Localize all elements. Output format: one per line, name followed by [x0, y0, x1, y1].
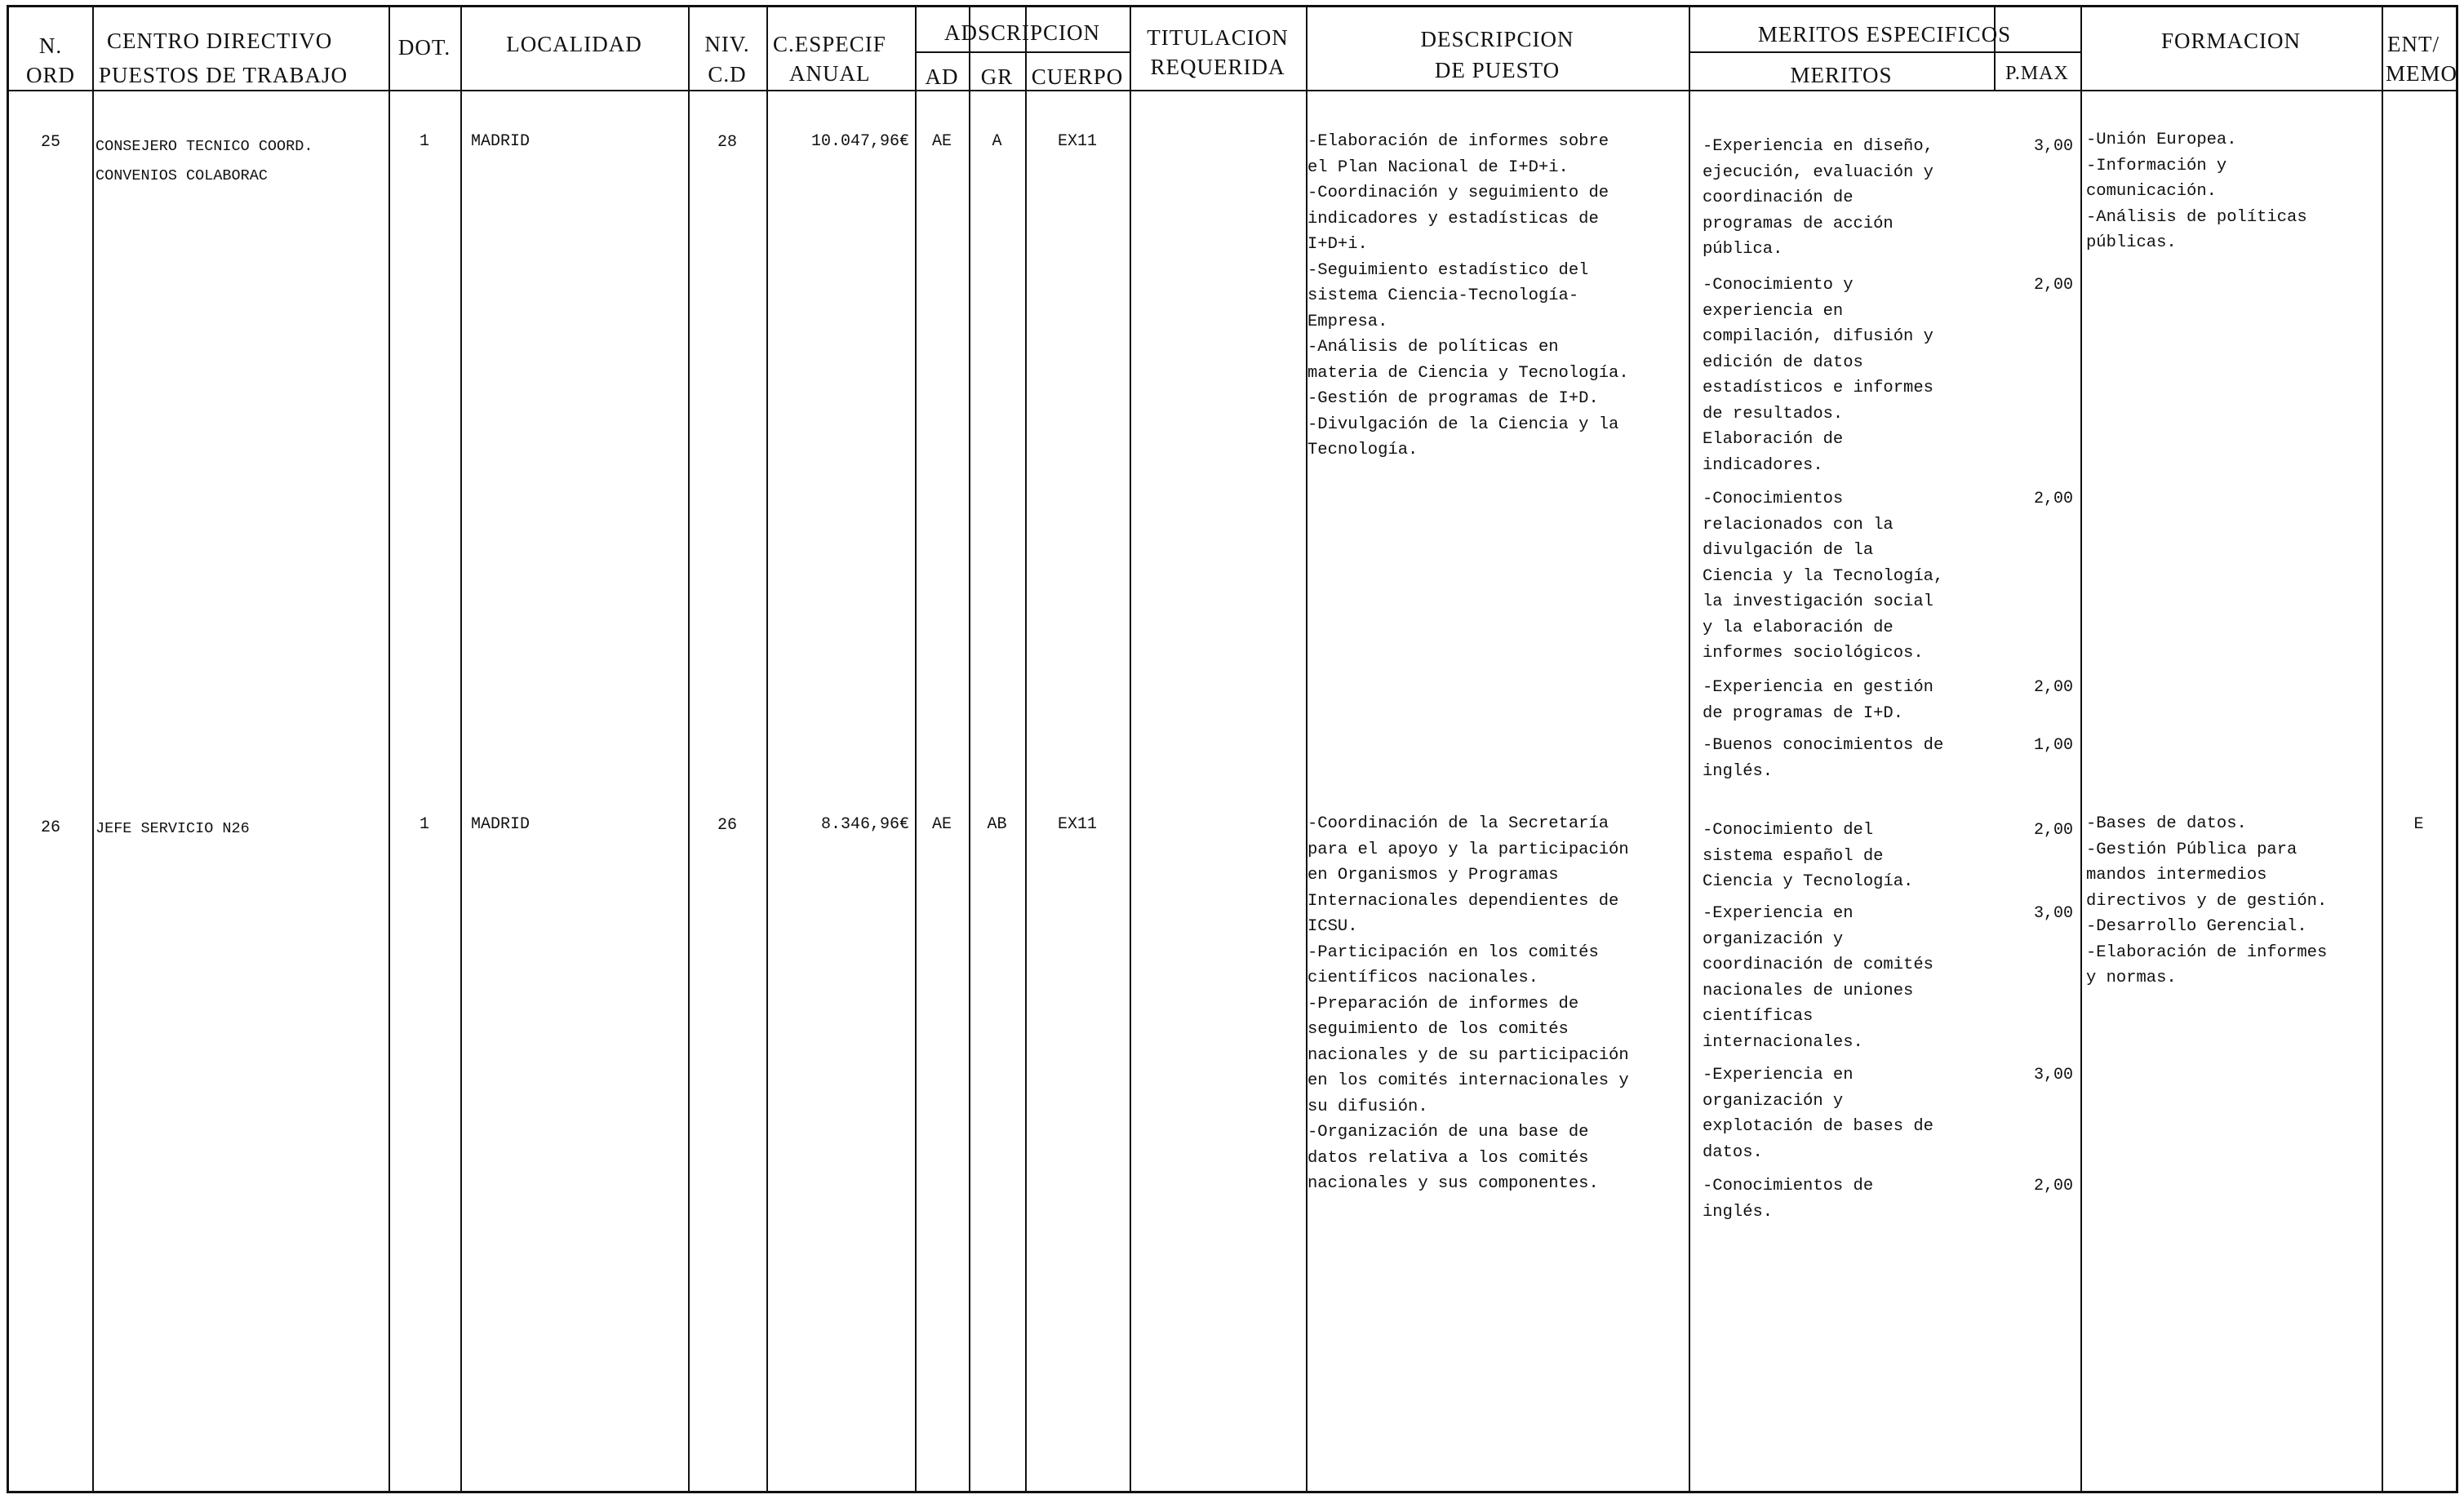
header-requerida: REQUERIDA — [1150, 55, 1285, 79]
formacion-line: directivos y de gestión. — [2086, 891, 2328, 911]
row-26-puesto — [95, 816, 250, 842]
merito-line: ejecución, evaluación y — [1703, 162, 1933, 182]
header-pmax: P.MAX — [2005, 63, 2069, 84]
col-divider — [460, 7, 462, 1491]
row-26-formacion — [2086, 811, 2327, 991]
merito-item — [1703, 1062, 1933, 1165]
row-25-ad: AE — [931, 132, 952, 151]
merito-line: la investigación social — [1703, 592, 1933, 611]
row-26-descripcion — [1307, 811, 1629, 1197]
merito-line: -Experiencia en diseño, — [1703, 137, 1933, 156]
formacion-line: -Información y — [2086, 156, 2227, 175]
header-meritos-especificos: MERITOS ESPECIFICOS — [1757, 22, 2012, 47]
row-25-descripcion — [1307, 129, 1629, 463]
header-dot: DOT. — [397, 35, 451, 60]
descripcion-line: ICSU. — [1307, 917, 1358, 936]
merito-line: -Conocimiento y — [1703, 276, 1854, 295]
merito-line: pública. — [1703, 240, 1783, 259]
merito-pmax: 2,00 — [2033, 678, 2073, 697]
merito-line: -Buenos conocimientos de — [1703, 736, 1944, 755]
descripcion-line: el Plan Nacional de I+D+i. — [1307, 157, 1569, 177]
merito-line: coordinación de comités — [1703, 956, 1933, 974]
merito-item — [1703, 273, 1933, 478]
merito-line: divulgación de la — [1703, 541, 1874, 560]
merito-item — [1703, 733, 1943, 784]
merito-line: -Experiencia en — [1703, 1066, 1854, 1084]
descripcion-line: -Divulgación de la Ciencia y la — [1307, 415, 1619, 434]
row-25-dot: 1 — [419, 132, 429, 151]
header-ent: ENT/ — [2387, 32, 2440, 56]
formacion-line: -Elaboración de informes — [2086, 942, 2328, 962]
puesto-line: JEFE SERVICIO N26 — [95, 820, 250, 837]
merito-item — [1703, 134, 1933, 263]
formacion-line: -Análisis de políticas — [2086, 207, 2307, 227]
col-divider — [1130, 7, 1131, 1491]
header-anual: ANUAL — [789, 61, 871, 86]
formacion-line: y normas. — [2086, 969, 2177, 987]
merito-line: indicadores. — [1703, 455, 1823, 475]
header-ad: AD — [925, 64, 959, 89]
merito-item — [1703, 818, 1913, 895]
descripcion-line: -Preparación de informes de — [1307, 994, 1579, 1013]
merito-line: informes sociológicos. — [1703, 644, 1924, 663]
row-26-cuerpo: EX11 — [1057, 815, 1097, 834]
merito-line: -Conocimientos de — [1703, 1177, 1874, 1195]
descripcion-line: -Participación en los comités — [1307, 942, 1599, 962]
row-25-nivel: 28 — [717, 133, 737, 152]
header-bottom-rule — [9, 90, 2456, 91]
merito-line: inglés. — [1703, 761, 1774, 781]
descripcion-line: datos relativa a los comités — [1307, 1148, 1589, 1168]
descripcion-line: sistema Ciencia-Tecnología- — [1307, 286, 1579, 305]
descripcion-line: en los comités internacionales y — [1307, 1071, 1629, 1090]
header-descripcion: DESCRIPCION — [1420, 27, 1574, 51]
merito-line: internacionales. — [1703, 1032, 1863, 1052]
header-gr: GR — [980, 64, 1014, 89]
row-26-c-especif: 8.346,96€ — [820, 815, 909, 834]
merito-pmax: 2,00 — [2033, 490, 2073, 508]
merito-pmax: 1,00 — [2033, 736, 2073, 755]
merito-pmax: 2,00 — [2033, 276, 2073, 295]
descripcion-line: -Análisis de políticas en — [1307, 338, 1559, 357]
merito-line: datos. — [1703, 1142, 1763, 1162]
formacion-line: mandos intermedios — [2086, 866, 2267, 885]
descripcion-line: materia de Ciencia y Tecnología. — [1307, 363, 1629, 383]
descripcion-line: en Organismos y Programas — [1307, 866, 1559, 885]
merito-line: explotación de bases de — [1703, 1117, 1933, 1136]
descripcion-line: para el apoyo y la participación — [1307, 840, 1629, 859]
descripcion-line: -Elaboración de informes sobre — [1307, 132, 1609, 151]
row-25-n-ord: 25 — [40, 133, 60, 152]
header-ord: ORD — [25, 63, 75, 87]
descripcion-line: Internacionales dependientes de — [1307, 891, 1619, 911]
row-25-c-especif: 10.047,96€ — [810, 132, 909, 151]
puesto-line: CONVENIOS COLABORAC — [95, 167, 268, 184]
merito-line: nacionales de uniones — [1703, 981, 1914, 1000]
merito-line: Ciencia y la Tecnología, — [1703, 566, 1944, 586]
merito-item — [1703, 1173, 1873, 1225]
header-memo: MEMO — [2386, 61, 2458, 86]
row-25-localidad: MADRID — [471, 132, 531, 151]
merito-line: inglés. — [1703, 1202, 1774, 1222]
header-cuerpo: CUERPO — [1031, 64, 1124, 89]
job-listing-table — [7, 5, 2458, 1493]
header-formacion: FORMACION — [2160, 29, 2302, 53]
merito-line: programas de acción — [1703, 214, 1894, 233]
descripcion-line: -Coordinación y seguimiento de — [1307, 184, 1609, 202]
col-divider — [969, 7, 970, 1491]
descripcion-line: -Seguimiento estadístico del — [1307, 260, 1589, 280]
formacion-line: públicas. — [2086, 233, 2177, 252]
col-divider — [2080, 7, 2082, 1491]
merito-line: -Conocimiento del — [1703, 821, 1874, 840]
descripcion-line: -Coordinación de la Secretaría — [1307, 814, 1609, 833]
header-de-puesto: DE PUESTO — [1434, 58, 1561, 82]
meritos-rule — [1689, 51, 2080, 53]
row-26-gr: AB — [987, 815, 1007, 834]
merito-line: y la elaboración de — [1703, 618, 1894, 637]
descripcion-line: Empresa. — [1307, 312, 1388, 331]
col-divider — [1025, 7, 1027, 1491]
merito-line: sistema español de — [1703, 846, 1884, 866]
merito-line: Elaboración de — [1703, 430, 1844, 449]
descripcion-line: I+D+i. — [1307, 235, 1368, 254]
merito-line: relacionados con la — [1703, 515, 1894, 534]
row-25-gr: A — [992, 132, 1002, 151]
row-26-dot: 1 — [419, 815, 429, 834]
descripcion-line: seguimiento de los comités — [1307, 1020, 1569, 1039]
descripcion-line: -Gestión de programas de I+D. — [1307, 389, 1599, 408]
descripcion-line: Tecnología. — [1307, 441, 1418, 459]
merito-item — [1703, 675, 1933, 726]
formacion-line: comunicación. — [2086, 182, 2217, 201]
merito-pmax: 3,00 — [2033, 904, 2073, 923]
col-divider — [915, 7, 917, 1491]
merito-line: organización y — [1703, 929, 1844, 949]
merito-pmax: 3,00 — [2033, 137, 2073, 156]
merito-line: -Experiencia en — [1703, 904, 1854, 923]
row-26-localidad: MADRID — [471, 815, 531, 834]
col-divider — [1689, 7, 1690, 1491]
row-25-formacion — [2086, 127, 2307, 256]
header-meritos: MERITOS — [1790, 63, 1893, 87]
merito-line: organización y — [1703, 1091, 1844, 1111]
row-26-ent-memo: E — [2413, 815, 2424, 834]
descripcion-line: científicos nacionales. — [1307, 969, 1538, 987]
header-titulacion: TITULACION — [1147, 25, 1289, 50]
col-divider — [388, 7, 390, 1491]
merito-line: -Experiencia en gestión — [1703, 678, 1933, 697]
merito-pmax: 2,00 — [2033, 821, 2073, 840]
merito-line: de programas de I+D. — [1703, 703, 1904, 723]
header-centro-directivo: CENTRO DIRECTIVO — [107, 29, 333, 53]
merito-pmax: 3,00 — [2033, 1066, 2073, 1084]
formacion-line: -Gestión Pública para — [2086, 840, 2298, 859]
row-25-puesto — [95, 132, 313, 191]
header-c-especif: C.ESPECIF — [773, 32, 886, 56]
descripcion-line: su difusión. — [1307, 1097, 1428, 1116]
merito-item — [1703, 486, 1943, 667]
header-niv: NIV. — [704, 32, 750, 56]
formacion-line: -Unión Europea. — [2086, 131, 2237, 149]
row-26-ad: AE — [931, 815, 952, 834]
row-26-n-ord: 26 — [40, 818, 60, 837]
descripcion-line: indicadores y estadísticas de — [1307, 209, 1599, 228]
merito-line: experiencia en — [1703, 301, 1844, 321]
descripcion-line: nacionales y sus componentes. — [1307, 1174, 1599, 1193]
merito-line: compilación, difusión y — [1703, 327, 1933, 346]
merito-line: edición de datos — [1703, 353, 1863, 372]
col-divider — [688, 7, 690, 1491]
row-25-cuerpo: EX11 — [1057, 132, 1097, 151]
col-divider — [2382, 7, 2383, 1491]
col-divider — [766, 7, 768, 1491]
formacion-line: -Bases de datos. — [2086, 814, 2247, 833]
adscripcion-rule — [915, 51, 1130, 53]
puesto-line: CONSEJERO TECNICO COORD. — [95, 138, 313, 155]
merito-line: de resultados. — [1703, 404, 1844, 424]
col-divider — [92, 7, 94, 1491]
merito-pmax: 2,00 — [2033, 1177, 2073, 1195]
descripcion-line: -Organización de una base de — [1307, 1123, 1589, 1142]
row-26-nivel: 26 — [717, 816, 737, 835]
header-puestos-de-trabajo: PUESTOS DE TRABAJO — [99, 63, 349, 87]
header-localidad: LOCALIDAD — [506, 32, 642, 56]
formacion-line: -Desarrollo Gerencial. — [2086, 917, 2307, 936]
merito-line: Ciencia y Tecnología. — [1703, 872, 1914, 891]
descripcion-line: nacionales y de su participación — [1307, 1045, 1629, 1065]
merito-item — [1703, 901, 1933, 1055]
header-n: N. — [38, 33, 63, 58]
header-adscripcion: ADSCRIPCION — [943, 20, 1101, 45]
merito-line: científicas — [1703, 1007, 1814, 1026]
merito-line: estadísticos e informes — [1703, 379, 1933, 397]
header-cd: C.D — [708, 62, 747, 86]
merito-line: -Conocimientos — [1703, 490, 1844, 508]
merito-line: coordinación de — [1703, 188, 1854, 207]
